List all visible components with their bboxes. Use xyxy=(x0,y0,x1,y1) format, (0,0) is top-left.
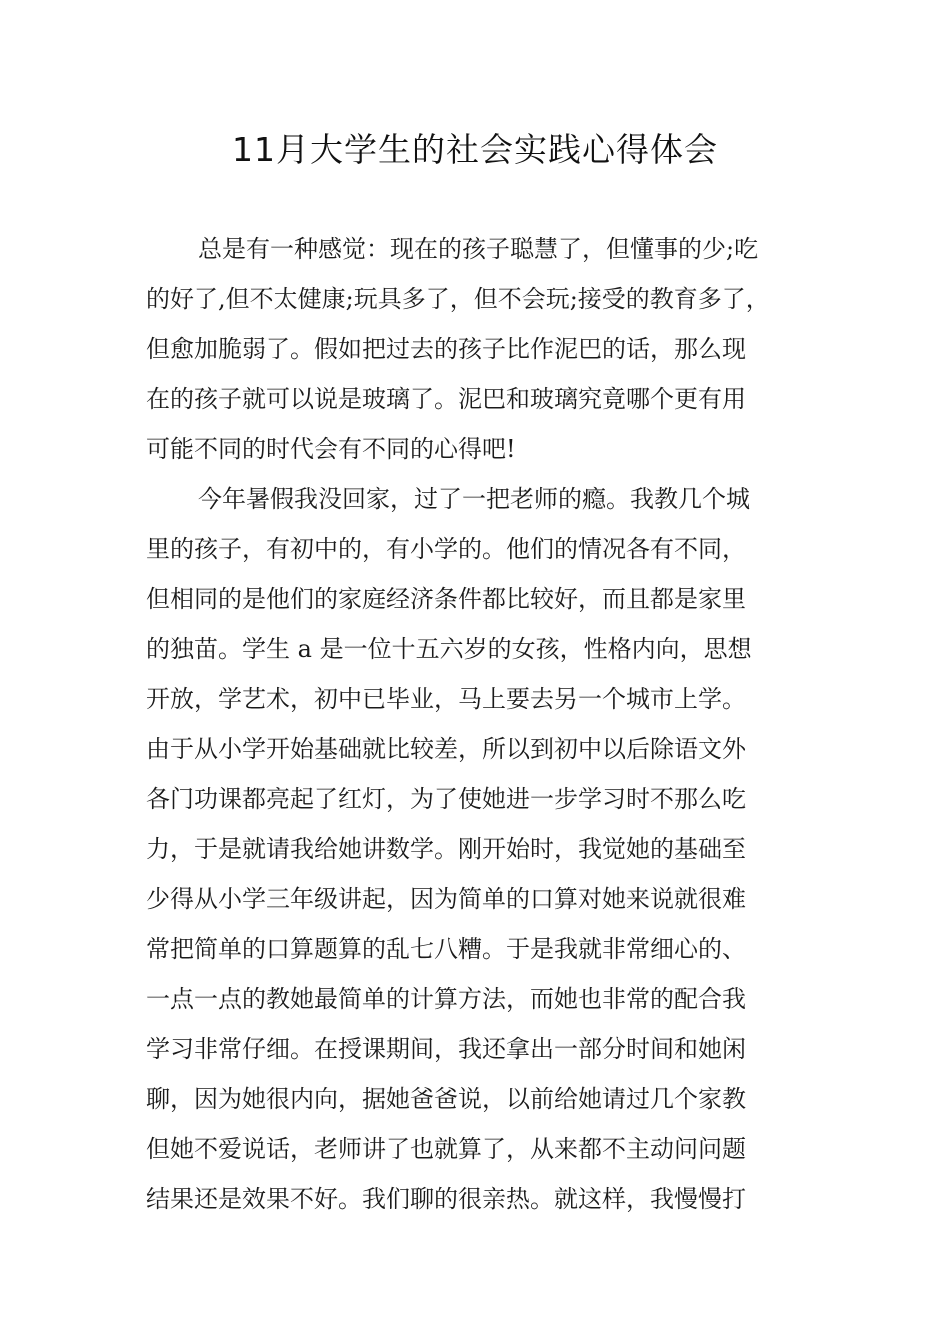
text-line: 里的孩子，有初中的，有小学的。他们的情况各有不同， xyxy=(146,535,746,563)
text-line: 但相同的是他们的家庭经济条件都比较好，而且都是家里 xyxy=(146,585,746,613)
text-line: 但她不爱说话，老师讲了也就算了，从来都不主动问问题 xyxy=(146,1135,746,1163)
text-line: 结果还是效果不好。我们聊的很亲热。就这样，我慢慢打 xyxy=(146,1185,746,1213)
text-line: 可能不同的时代会有不同的心得吧! xyxy=(146,435,516,463)
text-line: 少得从小学三年级讲起，因为简单的口算对她来说就很难 xyxy=(146,885,746,913)
text-line: 各门功课都亮起了红灯，为了使她进一步学习时不那么吃 xyxy=(146,785,746,813)
text-line: 总是有一种感觉：现在的孩子聪慧了，但懂事的少;吃 xyxy=(198,235,759,263)
text-line: 的独苗。学生 a 是一位十五六岁的女孩，性格内向，思想 xyxy=(146,635,752,663)
paragraph-1 xyxy=(146,224,826,474)
text-line: 但愈加脆弱了。假如把过去的孩子比作泥巴的话，那么现 xyxy=(146,335,746,363)
text-line: 聊，因为她很内向，据她爸爸说，以前给她请过几个家教 xyxy=(146,1085,746,1113)
text-line: 一点一点的教她最简单的计算方法，而她也非常的配合我 xyxy=(146,985,746,1013)
page-title: 11月大学生的社会实践心得体会 xyxy=(232,130,718,169)
text-line: 常把简单的口算题算的乱七八糟。于是我就非常细心的、 xyxy=(146,935,746,963)
text-line: 的好了,但不太健康;玩具多了，但不会玩;接受的教育多了， xyxy=(146,285,770,313)
text-line: 开放，学艺术，初中已毕业，马上要去另一个城市上学。 xyxy=(146,685,746,713)
text-line: 在的孩子就可以说是玻璃了。泥巴和玻璃究竟哪个更有用 xyxy=(146,385,746,413)
text-line: 学习非常仔细。在授课期间，我还拿出一部分时间和她闲 xyxy=(146,1035,746,1063)
text-line: 今年暑假我没回家，过了一把老师的瘾。我教几个城 xyxy=(198,485,750,513)
text-line: 由于从小学开始基础就比较差，所以到初中以后除语文外 xyxy=(146,735,746,763)
text-line: 力，于是就请我给她讲数学。刚开始时，我觉她的基础至 xyxy=(146,835,746,863)
paragraph-2 xyxy=(146,474,826,1224)
